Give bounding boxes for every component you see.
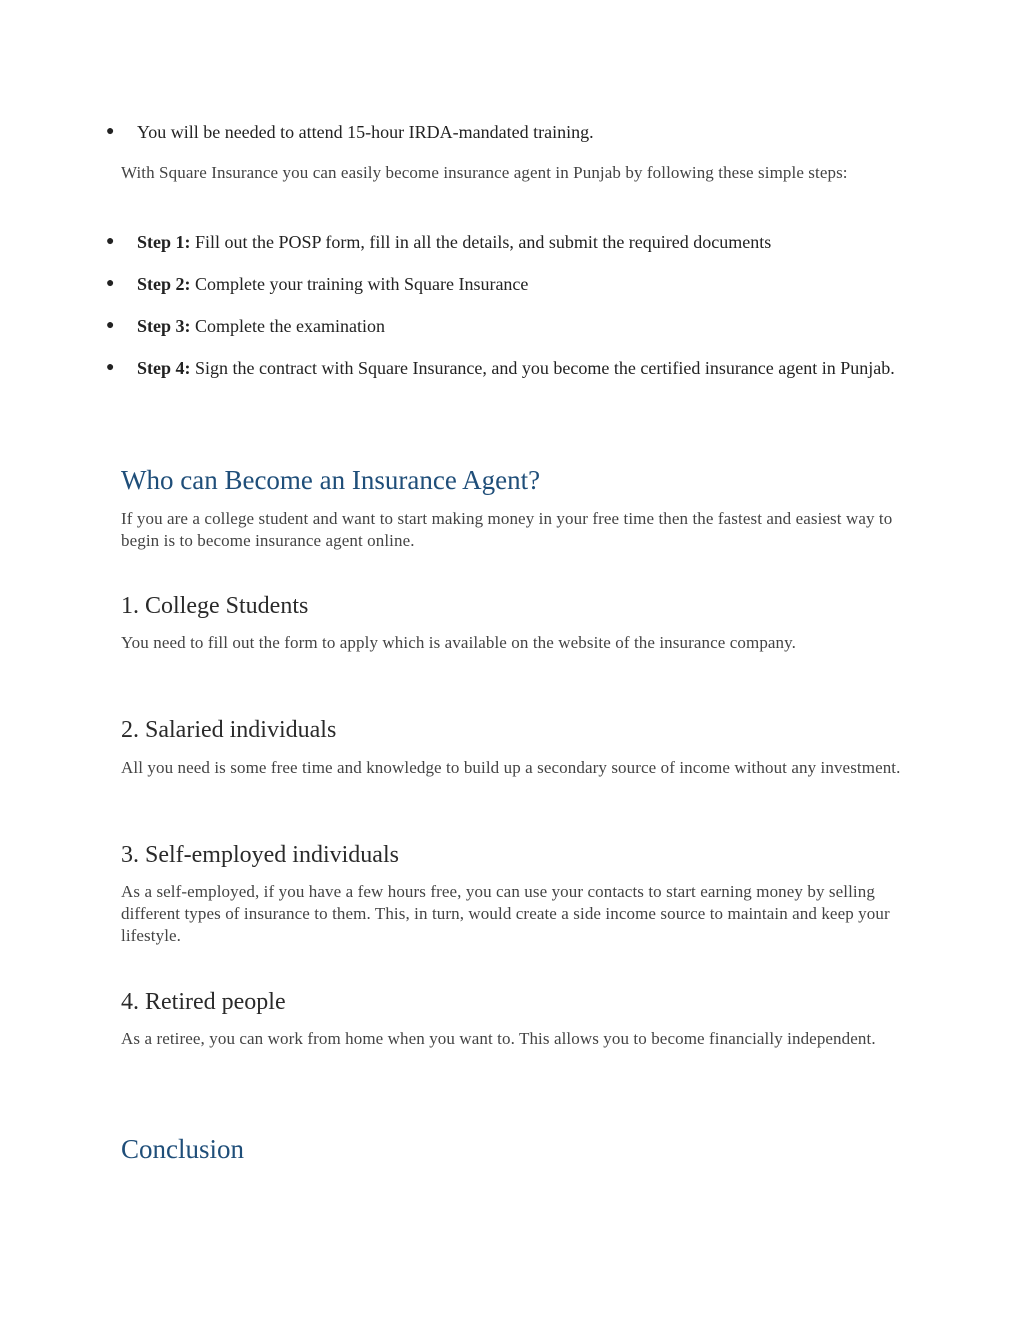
step-text: Fill out the POSP form, fill in all the details, and submit the required documents — [190, 232, 772, 252]
bullet-dot-icon: ● — [106, 124, 115, 139]
section-heading: Who can Become an Insurance Agent? — [121, 465, 541, 495]
list-item-text: You will be needed to attend 15-hour IRDA-mandated training. — [137, 122, 594, 142]
section-paragraph: If you are a college student and want to start making money in your free time then the fastest and easiest way to begin is to become insurance agent online. — [121, 509, 893, 550]
subsection-heading: 4. Retired people — [121, 989, 286, 1015]
bullet-dot-icon: ● — [106, 234, 115, 249]
subsection-heading: 3. Self-employed individuals — [121, 842, 399, 868]
subsection-heading: 1. College Students — [121, 593, 309, 619]
intro-paragraph: With Square Insurance you can easily become insurance agent in Punjab by following these simple steps: — [121, 163, 848, 182]
subsection-paragraph: All you need is some free time and knowledge to build up a secondary source of income without any investment. — [121, 758, 901, 777]
subsection-paragraph: As a retiree, you can work from home when you want to. This allows you to become financially independent. — [121, 1029, 876, 1048]
conclusion-heading: Conclusion — [121, 1134, 245, 1164]
subsection-paragraph: You need to fill out the form to apply which is available on the website of the insurance company. — [121, 633, 797, 652]
step-label: Step 1: — [137, 232, 191, 252]
subsection-paragraph: As a self-employed, if you have a few hours free, you can use your contacts to start earning money by selling different types of insurance to them. This, in turn, would create a side income source to maintain and keep your lifestyle. — [121, 882, 890, 945]
step-text: Complete your training with Square Insurance — [190, 274, 529, 294]
step-label: Step 3: — [137, 316, 191, 336]
step-label: Step 2: — [137, 274, 191, 294]
bullet-dot-icon: ● — [106, 360, 115, 375]
bullet-dot-icon: ● — [106, 318, 115, 333]
subsection-heading: 2. Salaried individuals — [121, 717, 337, 743]
step-text: Sign the contract with Square Insurance, and you become the certified insurance agent in Punjab. — [190, 358, 895, 378]
step-text: Complete the examination — [190, 316, 385, 336]
step-label: Step 4: — [137, 358, 191, 378]
bullet-dot-icon: ● — [106, 276, 115, 291]
